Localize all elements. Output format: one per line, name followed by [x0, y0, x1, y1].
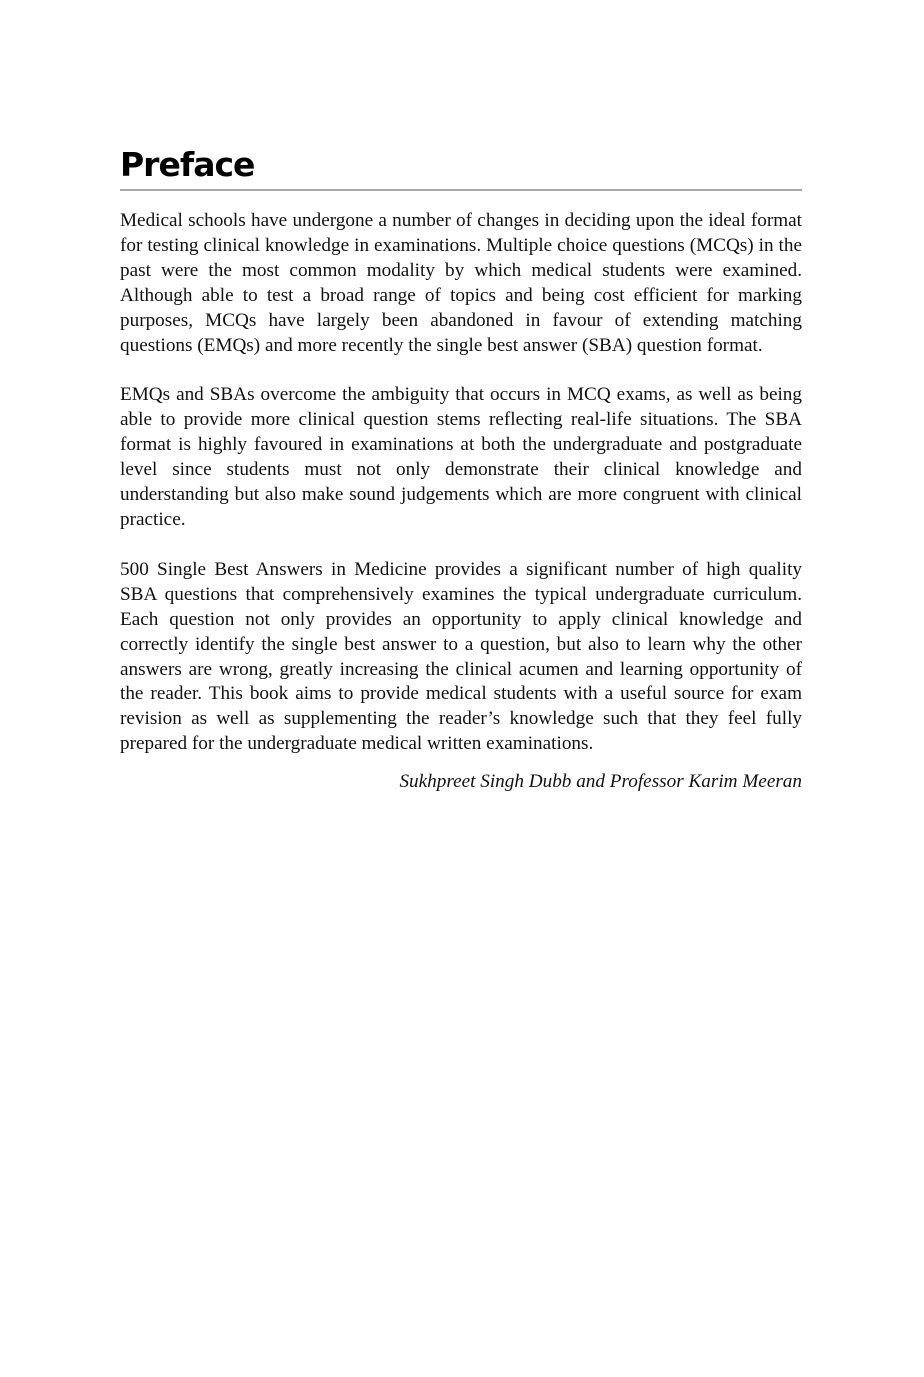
paragraph-2: EMQs and SBAs overcome the ambiguity that occurs in MCQ exams, as well as being able to provide more clinical question stems reflecting real-life situations. The SBA format is highly favoured in examinations at both the undergraduate and postgraduate level since students must not only demonstrate their clinical knowledge and understanding but also make sound judgements which are more congruent with clinical practice.	[120, 384, 802, 530]
paragraph-1: Medical schools have undergone a number of changes in deciding upon the ideal format for testing clinical knowledge in examinations. Multiple choice questions (MCQs) in the past were the most common modality by which medical students were examined. Although able to test a broad range of topics and being cost efficient for marking purposes, MCQs have largely been abandoned in favour of extending matching questions (EMQs) and more recently the single best answer (SBA) question format.	[120, 210, 802, 356]
title-divider	[120, 189, 802, 191]
author-signature: Sukhpreet Singh Dubb and Professor Karim Meeran	[399, 771, 802, 793]
page-title: Preface	[120, 145, 255, 184]
preface-page	[120, 143, 802, 795]
paragraph-3: 500 Single Best Answers in Medicine provides a significant number of high quality SBA questions that comprehensively examines the typical undergraduate curriculum. Each question not only provides an opportunity to apply clinical knowledge and correctly identify the single best answer to a question, but also to learn why the other answers are wrong, greatly increasing the clinical acumen and learning opportunity of the reader. This book aims to provide medical students with a useful source for exam revision as well as supplementing the reader’s knowledge such that they feel fully prepared for the undergraduate medical written examinations.	[120, 558, 802, 755]
